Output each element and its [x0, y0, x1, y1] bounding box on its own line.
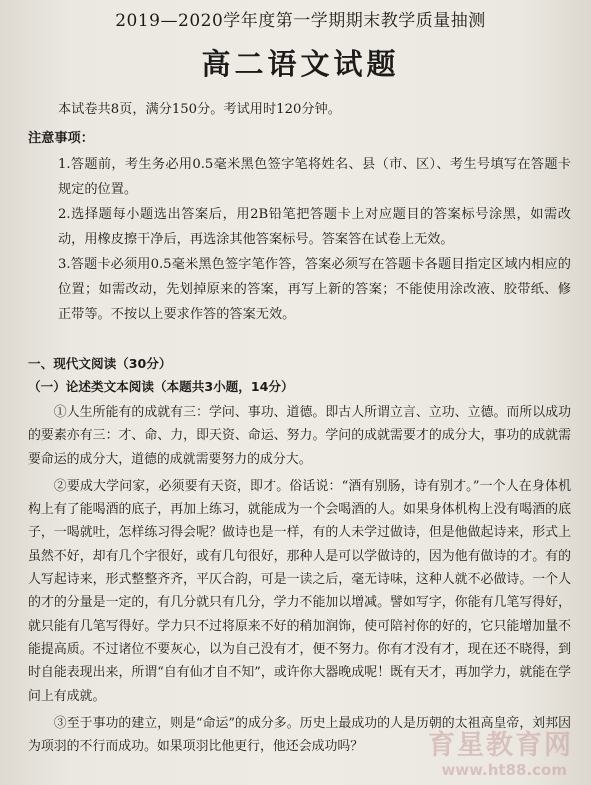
exam-title: 高二语文试题 — [201, 47, 400, 81]
notice-heading: 注意事项： — [28, 131, 94, 146]
notice-item: 1.答题前，考生务必用0.5毫米黑色签字笔将姓名、县（市、区）、考生号填写在答题卡规定的位置。 — [58, 157, 571, 197]
notice-list — [28, 152, 573, 327]
reading-passage — [28, 401, 573, 758]
passage-paragraph: ①人生所能有的成就有三：学问、事功、道德。即古人所谓立言、立功、立德。而所以成功的要素亦有三：才、命、力，即天资、命运、努力。学问的成就需要才的成分大，事功的成就需要命运的成分大，道德的成就需要努力的成分大。 — [28, 405, 571, 467]
subsection-heading: （一）论述类文本阅读（本题共3小题，14分） — [28, 379, 294, 394]
notice-item: 3.答题卡必须用0.5毫米黑色签字笔作答，答案必须写在答题卡各题目指定区域内相应的位置；如需改动，先划掉原来的答案，再写上新的答案；不能使用涂改液、胶带纸、修正带等。不按以上要求作答的答案无效。 — [58, 257, 571, 322]
watermark-url: www.ht88.com — [441, 761, 567, 779]
exam-intro: 本试卷共8页，满分150分。考试用时120分钟。 — [58, 102, 341, 117]
passage-paragraph: ③至于事功的建立，则是“命运”的成分多。历史上最成功的人是历朝的太祖高皇帝，刘邦因为项羽的不行而成功。如果项羽比他更行，他还会成功吗？ — [28, 715, 571, 755]
exam-header: 2019—2020学年度第一学期期末教学质量抽测 — [115, 11, 486, 31]
passage-paragraph: ②要成大学问家，必须要有天资，即才。俗话说：“酒有别肠，诗有别才。”一个人在身体机构上有了能喝酒的底子，再加上练习，就能成为一个会喝酒的人。如果身体机构上没有喝酒的底子，一喝就吐，怎样练习得会呢？做诗也是一样，有的人未学过做诗，但是他做起诗来，形式上虽然不好，却有几个字很好，或有几句很好，那种人是可以学做诗的，因为他有做诗的才。有的人写起诗来，形式整整齐齐，平仄合韵，可是一读之后，毫无诗味，这种人就不必做诗。一个人的才的分量是一定的，有几分就只有几分，学力不能加以增减。譬如写字，你能有几笔写得好，就只能有几笔写得好。学力只不过将原来不好的稍加润饰，使可陪衬你的好的，它只能增加量不能提高质。不过诸位不要灰心，以为自己没有才，便不努力。你有才没有才，现在还不晓得，到时自能表现出来，所谓“自有仙才自不知”，或许你大器晚成呢！既有天才，再加学力，就能在学问上有成就。 — [28, 478, 571, 704]
section-heading: 一、现代文阅读（30分） — [28, 356, 172, 371]
watermark-text: 育星教育网 — [428, 730, 573, 761]
notice-item: 2.选择题每小题选出答案后，用2B铅笔把答题卡上对应题目的答案标号涂黑，如需改动，用橡皮擦干净后，再选涂其他答案标号。答案答在试卷上无效。 — [58, 207, 571, 247]
